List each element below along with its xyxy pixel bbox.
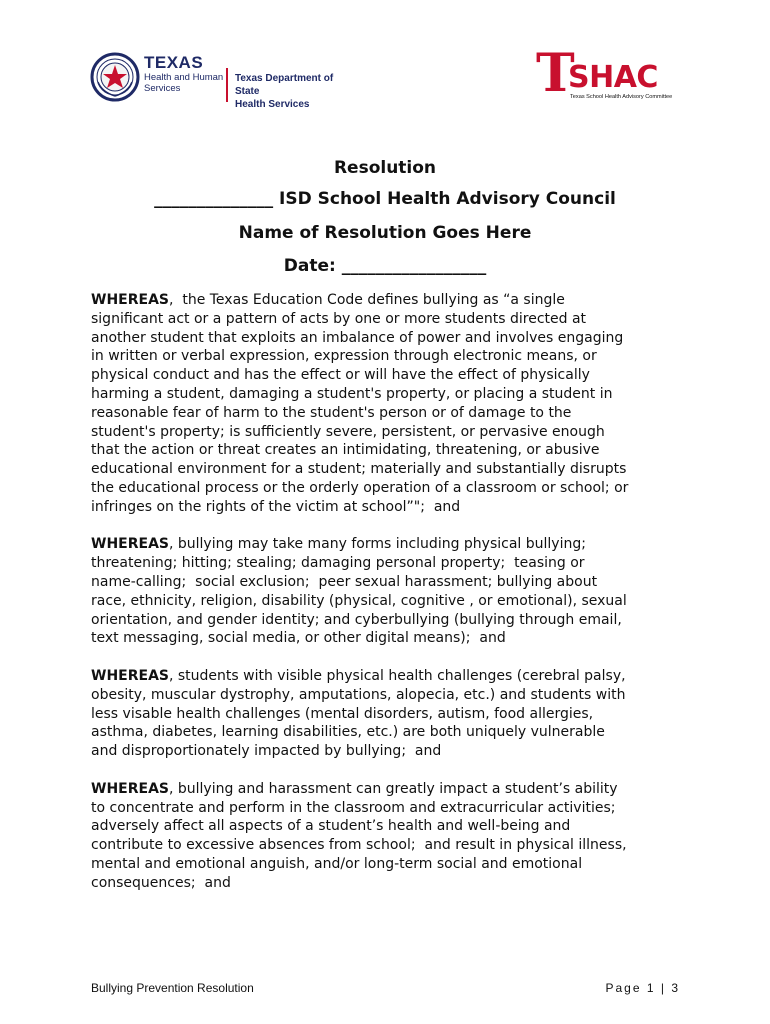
hhs-texas-word: TEXAS (144, 53, 204, 72)
whereas-keyword: WHEREAS (91, 780, 169, 797)
hhs-logo (90, 52, 360, 108)
texas-seal-icon (90, 52, 140, 102)
resolution-body (91, 291, 691, 911)
whereas-keyword: WHEREAS (91, 536, 169, 553)
dshs-line-1: Texas Department of State (235, 73, 334, 97)
paragraph-line (91, 780, 691, 799)
paragraph-line: text messaging, social media, or other digital means); and (91, 630, 506, 647)
dshs-line-2: Health Services (235, 99, 310, 110)
hhs-line-2: Services (144, 83, 181, 94)
paragraph-text: , students with visible physical health challenges (cerebral palsy, (168, 667, 626, 684)
paragraph-line: in written or verbal expression, expression through electronic means, or (91, 348, 597, 365)
paragraph-line: infringes on the rights of the victim at school”"; and (91, 498, 461, 515)
paragraph-line: asthma, diabetes, learning disabilities, etc.) are both uniquely vulnerable (91, 724, 605, 741)
paragraph-line: harming a student, damaging a student's property, or placing a student in (91, 385, 613, 402)
paragraph-line (91, 535, 691, 554)
whereas-paragraph-1 (91, 291, 691, 517)
paragraph-line: reasonable fear of harm to the student's person or of damage to the (91, 404, 572, 421)
page-title: Resolution (333, 158, 437, 178)
paragraph-line: significant act or a pattern of acts by one or more students directed at (91, 310, 587, 327)
paragraph-line (91, 291, 691, 310)
paragraph-line: less visable health challenges (mental disorders, autism, food allergies, (91, 705, 594, 722)
whereas-paragraph-2 (91, 535, 691, 648)
paragraph-line: and disproportionately impacted by bullying; and (91, 743, 442, 760)
tshac-subtitle: Texas School Health Advisory Committee (570, 94, 673, 100)
paragraph-line: contribute to excessive absences from school; and result in physical illness, (91, 837, 627, 854)
tshac-logo (536, 43, 686, 106)
paragraph-line: that the action or threat creates an intimidating, threatening, or abusive (91, 442, 600, 459)
paragraph-line: name-calling; social exclusion; peer sexual harassment; bullying about (91, 573, 598, 590)
whereas-paragraph-4 (91, 780, 691, 893)
paragraph-text: , the Texas Education Code defines bullying as “a single (168, 292, 565, 308)
footer-document-title: Bullying Prevention Resolution (91, 981, 254, 995)
paragraph-line: student's property; is sufficiently severe, persistent, or pervasive enough (91, 423, 605, 440)
paragraph-text: , bullying may take many forms including physical bullying; (168, 536, 586, 553)
paragraph-text: , bullying and harassment can greatly impact a student’s ability (168, 780, 618, 797)
paragraph-line: adversely affect all aspects of a student’s health and well-being and (91, 818, 571, 835)
paragraph-line: mental and emotional anguish, and/or long-term social and emotional (91, 855, 583, 872)
paragraph-line: physical conduct and has the effect or will have the effect of physically (91, 367, 590, 384)
paragraph-line: educational environment for a student; materially and substantially disrupts (91, 461, 627, 478)
tshac-logo-text: SHAC (568, 60, 658, 95)
whereas-keyword: WHEREAS (91, 667, 169, 684)
paragraph-line (91, 667, 691, 686)
date-line: Date: _________________ (283, 256, 487, 276)
paragraph-line: race, ethnicity, religion, disability (physical, cognitive , or emotional), sexual (91, 592, 627, 609)
paragraph-line: to concentrate and perform in the classroom and extracurricular activities; (91, 799, 616, 816)
dshs-wordmark (235, 72, 360, 111)
paragraph-line: threatening; hitting; stealing; damaging personal property; teasing or (91, 555, 585, 572)
paragraph-line: obesity, muscular dystrophy, amputations, alopecia, etc.) and students with (91, 686, 626, 703)
logo-divider (226, 68, 228, 102)
paragraph-line: the educational process or the orderly operation of a classroom or school; or (91, 479, 629, 496)
paragraph-line: another student that exploits an imbalance of power and involves engaging (91, 329, 624, 346)
whereas-keyword: WHEREAS (91, 292, 169, 308)
hhs-wordmark (144, 54, 223, 94)
hhs-line-1: Health and Human (144, 72, 224, 83)
tshac-logo-t: T (536, 43, 575, 104)
whereas-paragraph-3 (91, 667, 691, 761)
resolution-name: Name of Resolution Goes Here (238, 223, 532, 243)
paragraph-line: orientation, and gender identity; and cyberbullying (bullying through email, (91, 611, 622, 628)
page-number: Page 1 | 3 (605, 981, 680, 995)
paragraph-line: consequences; and (91, 874, 231, 891)
council-heading: ______________ ISD School Health Advisory Council (154, 189, 616, 209)
